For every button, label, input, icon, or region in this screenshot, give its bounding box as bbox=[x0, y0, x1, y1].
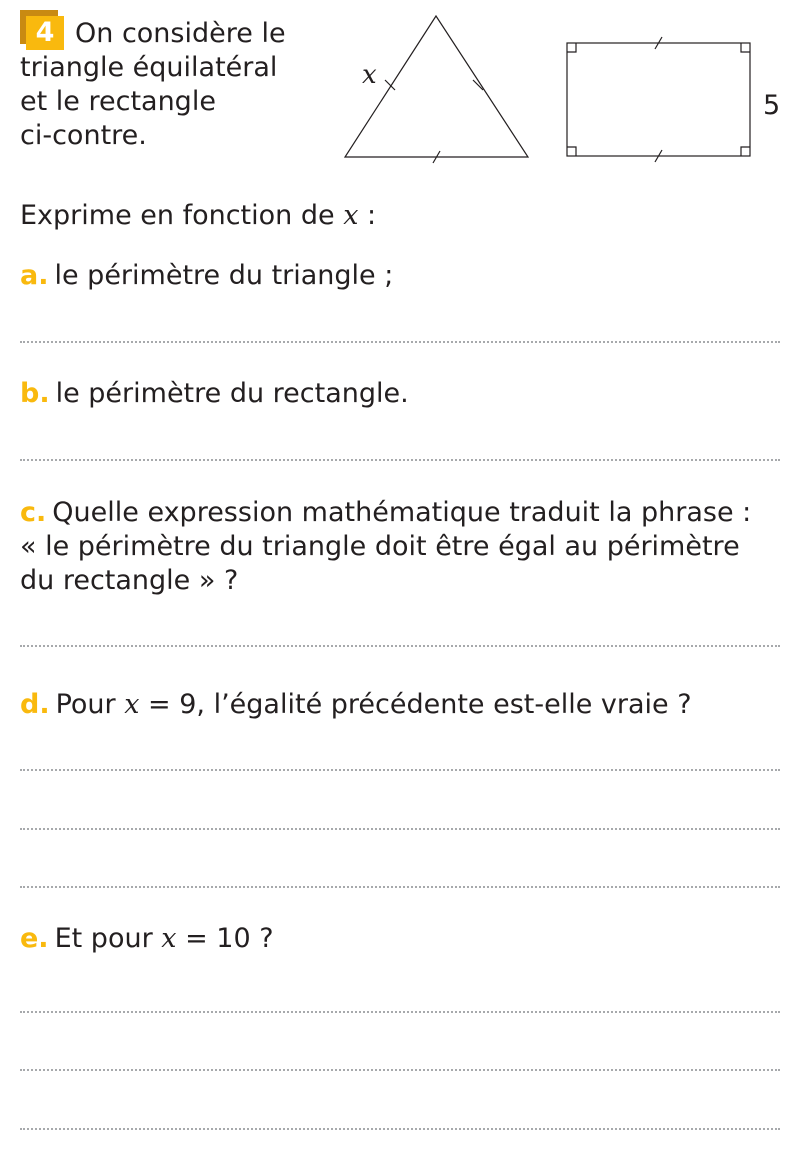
prompt bbox=[20, 199, 785, 233]
answer-line[interactable] bbox=[20, 341, 780, 343]
answer-line[interactable] bbox=[20, 1128, 780, 1130]
answer-line[interactable] bbox=[20, 1069, 780, 1071]
question-label: e. bbox=[20, 923, 49, 954]
question-text-after: = 9, l’égalité précédente est-elle vraie ? bbox=[139, 689, 692, 720]
question-text: le périmètre du triangle ; bbox=[54, 260, 394, 291]
answer-line[interactable] bbox=[20, 769, 780, 771]
question-text-before: Pour bbox=[55, 689, 125, 720]
rectangle bbox=[567, 37, 750, 162]
question-e bbox=[20, 922, 785, 956]
question-text-line-2: « le périmètre du triangle doit être égal au périmètre bbox=[20, 531, 740, 562]
intro-line-2: triangle équilatéral bbox=[20, 52, 278, 83]
question-a bbox=[20, 259, 785, 293]
question-label: d. bbox=[20, 689, 50, 720]
question-variable: x bbox=[124, 689, 140, 720]
intro-line-4: ci-contre. bbox=[20, 120, 147, 151]
question-label: a. bbox=[20, 260, 49, 291]
prompt-text: Exprime en fonction de bbox=[20, 200, 344, 231]
question-text-after: = 10 ? bbox=[176, 923, 274, 954]
question-text-before: Et pour bbox=[54, 923, 162, 954]
answer-line[interactable] bbox=[20, 459, 780, 461]
prompt-variable: x bbox=[343, 200, 359, 231]
intro-line-3: et le rectangle bbox=[20, 86, 216, 117]
rectangle-side-label: 5 bbox=[763, 90, 781, 121]
question-text-line-3: du rectangle » ? bbox=[20, 565, 239, 596]
exercise-intro bbox=[20, 17, 320, 153]
triangle-side-label: x bbox=[362, 60, 377, 90]
question-text-line-1: Quelle expression mathématique traduit la phrase : bbox=[52, 497, 752, 528]
answer-line[interactable] bbox=[20, 886, 780, 888]
question-label: c. bbox=[20, 497, 47, 528]
answer-line[interactable] bbox=[20, 828, 780, 830]
question-label: b. bbox=[20, 378, 50, 409]
question-c bbox=[20, 496, 785, 598]
question-d bbox=[20, 688, 785, 722]
question-variable: x bbox=[161, 923, 177, 954]
answer-line[interactable] bbox=[20, 1011, 780, 1013]
answer-line[interactable] bbox=[20, 645, 780, 647]
question-text: le périmètre du rectangle. bbox=[55, 378, 409, 409]
intro-line-1: On considère le bbox=[75, 18, 286, 49]
geometry-figures bbox=[330, 8, 800, 168]
question-b bbox=[20, 377, 785, 411]
exercise-number: 4 bbox=[26, 16, 64, 50]
prompt-suffix: : bbox=[358, 200, 377, 231]
